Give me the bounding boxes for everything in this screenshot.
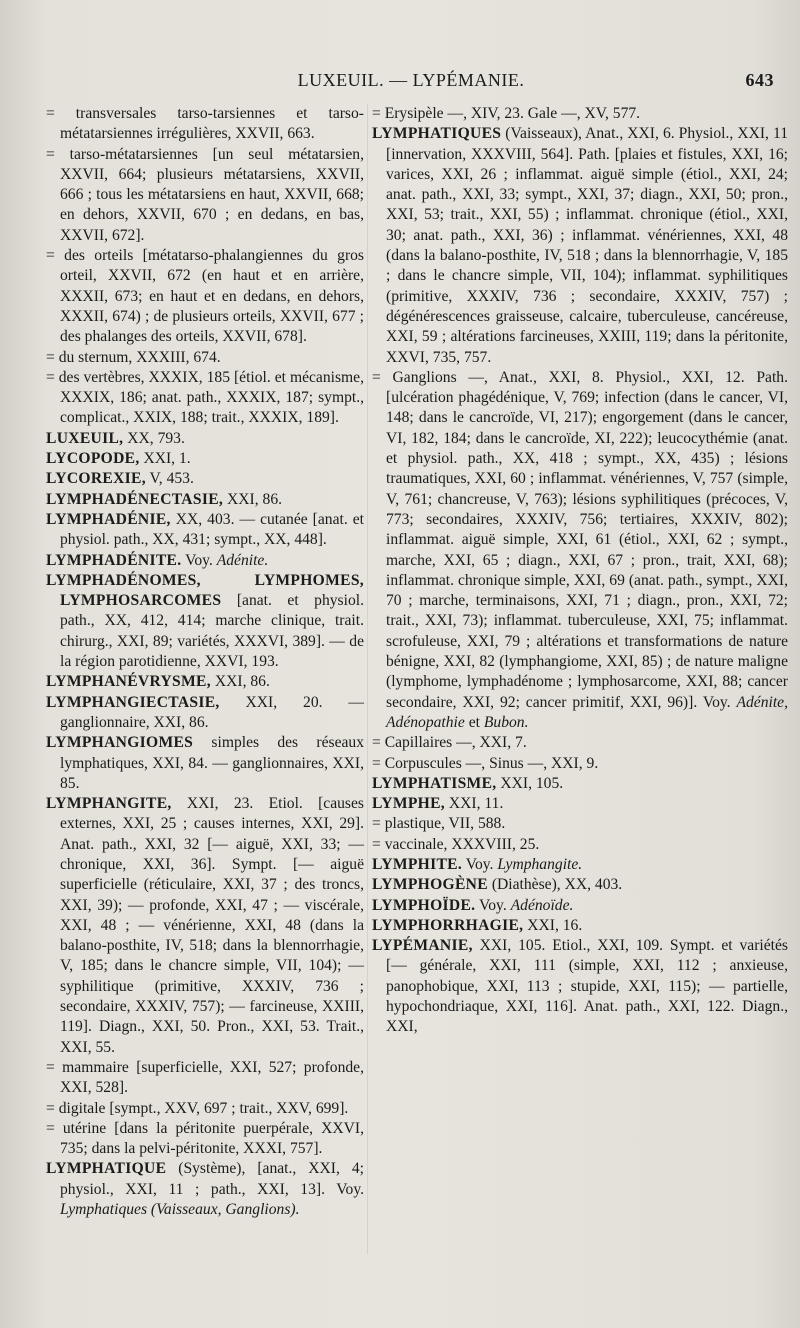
entry-text: XXI, 105. Etiol., XXI, 109. Sympt. et variétés [— générale, XXI, 111 (simple, XXI, 112 ; anxieuse, panophobique, XXI, 113 ; stupide, XXI, 115); — partielle, hypochondriaque, XXI, 116]. Anat. path., XXI, 122. Diagn., XXI, [386,937,788,1036]
entry-text: Voy. [181,551,217,569]
entry-text: V, 453. [145,470,194,488]
entry-headword: LYMPHE, [372,795,446,813]
index-entry [372,368,788,733]
index-entry [46,693,364,734]
index-entry [46,246,364,347]
entry-crossref: Adénoïde. [510,896,574,914]
index-entry [46,510,364,551]
index-entry [46,368,364,429]
entry-text: XXI, 23. Etiol. [causes externes, XXI, 25 ; causes internes, XXI, 29]. Anat. path., XXI, 32 [— aiguë, XXI, 33; — chronique, XXI, 36]. Sympt. [— aiguë superficielle (réticulaire, XXI, 37 ; des troncs, XXI, 39); — profonde, XXI, 47 ; — viscérale, XXI, 48 ; — vénérienne, XXI, 48 (dans la balano-posthite, IV, 518; dans la blennorrhagie, V, 185; dans le chancre simple, VII, 104); — syphilitique (primitive, XXXIV, 736 ; secondaire, XXXIV, 757); — farcineuse, XXIII, 119]. Diagn., XXI, 50. Pron., XXI, 53. Trait., XXI, 55. [60,795,364,1056]
running-header [40,70,782,96]
entry-headword: LYCOREXIE, [46,470,146,488]
index-entry [46,571,364,672]
index-entry [46,794,364,1058]
entry-headword: LYMPHADÉNOMES, LYMPHOMES, LYMPHOSARCOMES [46,571,364,610]
entry-text: = des orteils [métatarso-phalangiennes du gros orteil, XXVII, 672 (en haut et en arrière, XXXII, 673; en haut et en dedans, en dehors, XXXII, 674) ; de plusieurs orteils, XXVII, 677 ; des phalanges des orteils, XXVII, 678]. [46,247,364,346]
index-entry [372,774,788,794]
right-column [372,104,788,1038]
entry-headword: LUXEUIL, [46,429,124,447]
entry-headword: LYMPHITE. [372,855,463,873]
entry-text: = tarso-métatarsiennes [un seul métatarsien, XXVII, 664; plusieurs métatarsiens, XXVII, 666 ; tous les métatarsiens en haut, XXVII, 668; en dehors, XXVII, 670 ; en dedans, en bas, XXVII, 672]. [46,145,364,244]
entry-text: = Corpuscules —, Sinus —, XXI, 9. [372,754,599,772]
entry-text: (Système), [anat., XXI, 4; physiol., XXI, 11 ; path., XXI, 13]. Voy. [60,1160,364,1198]
entry-text: = Erysipèle —, XIV, 23. Gale —, XV, 577. [372,105,641,122]
entry-text: XXI, 11. [445,795,504,813]
index-entry [372,916,788,936]
entry-headword: LYMPHORRHAGIE, [372,916,524,934]
entry-crossref: Adénite. [216,551,269,569]
index-entry [372,896,788,916]
index-entry [46,1119,364,1160]
index-entry [46,1099,364,1119]
entry-text: = Capillaires —, XXI, 7. [372,734,527,752]
entry-crossref: Bubon. [483,713,529,731]
entry-text: XX, 793. [123,429,185,447]
index-entry [372,754,788,774]
entry-text: = transversales tarso-tarsiennes et tarso-métatarsiennes irrégulières, XXVII, 663. [46,105,364,143]
index-entry [46,104,364,145]
index-entry [372,733,788,753]
entry-text: XXI, 20. — ganglionnaire, XXI, 86. [60,693,364,731]
index-entry [46,672,364,692]
index-entry [46,469,364,489]
entry-headword: LYMPHATIQUES [372,125,502,143]
entry-text: (Diathèse), XX, 403. [487,876,623,894]
entry-headword: LYMPHANGITE, [46,795,172,813]
index-entry [46,733,364,794]
entry-headword: LYCOPODE, [46,450,140,468]
index-entry [46,449,364,469]
running-title: LUXEUIL. — LYPÉMANIE. [297,70,525,90]
index-entry [372,936,788,1037]
index-entry [372,875,788,895]
entry-text: [anat. et physiol. path., XX, 412, 414; marche clinique, trait. chirurg., XXI, 89; variétés, XXXVI, 389]. — de la région parotidienne, XXVI, 193. [60,592,364,671]
entry-text: XXI, 86. [210,673,270,691]
index-entry [372,835,788,855]
index-entry [46,490,364,510]
entry-text: (Vaisseaux), Anat., XXI, 6. Physiol., XXI, 11 [innervation, XXXVIII, 564]. Path. [plaies et fistules, XXI, 16; varices, XXI, 26 ; inflammat. aiguë simple (étiol., XXI, 24; anat. path., XXI, 33; sympt., XXI, 37; diagn., XXI, 50; pron., XXI, 53; trait., XXI, 55) ; inflammat. chronique (étiol., XXI, 30; anat. path., XXI, 36) ; inflammat. vénériennes, XXI, 48 (dans la balano-posthite, IV, 518 ; dans la blennorrhagie, V, 185 ; dans le chancre simple, VII, 104); inflammat. syphilitiques (primitive, XXXIV, 736 ; secondaire, XXXIV, 757) ; dégénérescences graisseuse, calcaire, tuberculeuse, cancéreuse, XXI, 59 ; altérations farcineuses, XXIII, 119; dans la péritonite, XXVI, 735, 757. [386,125,788,366]
index-entry [372,104,788,124]
entry-text: XXI, 1. [139,450,191,468]
entry-headword: LYPÉMANIE, [372,937,473,955]
entry-text: XXI, 86. [223,490,283,508]
entry-headword: LYMPHATISME, [372,774,497,792]
index-entry [46,348,364,368]
entry-headword: LYMPHADÉNITE. [46,551,182,569]
entry-text: Voy. [475,896,511,914]
index-entry [372,814,788,834]
entry-crossref: Lymphangite. [497,855,583,873]
entry-headword: LYMPHANGIOMES [46,734,194,752]
entry-crossref: Lymphatiques (Vaisseaux, Ganglions). [60,1201,300,1219]
entry-headword: LYMPHATIQUE [46,1160,167,1178]
entry-text: et [464,713,484,731]
entry-text: = du sternum, XXXIII, 674. [46,348,221,366]
index-entry [372,124,788,368]
entry-text: = des vertèbres, XXXIX, 185 [étiol. et mécanisme, XXXIX, 186; anat. path., XXXIX, 187; sympt., complicat., XXIX, 188; trait., XXXIX, 189]. [46,368,364,427]
entry-text: = plastique, VII, 588. [372,815,506,833]
column-divider [367,104,368,1254]
entry-text: XX, 403. — cutanée [anat. et physiol. path., XX, 431; sympt., XX, 448]. [60,510,364,549]
index-entry [46,1159,364,1220]
entry-text: XXI, 16. [523,916,583,934]
entry-headword: LYMPHOGÈNE [372,876,488,894]
index-entry [46,145,364,246]
entry-text: = vaccinale, XXXVIII, 25. [372,835,540,853]
entry-text: Voy. [462,855,498,873]
entry-headword: LYMPHADÉNECTASIE, [46,490,224,508]
entry-text: = Ganglions —, Anat., XXI, 8. Physiol., XXI, 12. Path. [ulcération phagédénique, V, 769; infection (dans le cancer, VI, 148; dans le cancroïde, VI, 217); engorgement (dans le cancer, VI, 182, 184; dans le cancroïde, XI, 222); leucocythémie (anat. et physiol. path., XX, 418 ; sympt., XX, 435) ; lésions traumatiques, XXI, 60 ; inflammat. vénériennes, V, 757 (simple, V, 761; chancreuse, V, 763); lésions syphilitiques (précoces, V, 773; secondaires, XXXIV, 756; tertiaires, XXXIV, 802); inflammat. aiguë simple, XXI, 61 (étiol., XXI, 62 ; sympt., marche, XXI, 65 ; diagn., XXI, 67 ; pron., trait, XXI, 68); inflammat. chronique simple, XXI, 69 (anat. path., sympt., XXI, 70 ; marche, terminaisons, XXI, 71 ; diagn., pron., XXI, 72; trait., XXI, 73); inflammat. tuberculeuse, XXI, 75; inflammat. scrofuleuse, XXI, 79 ; altérations et transformations de nature bénigne, XXI, 82 (lymphangiome, XXI, 85) ; de nature maligne (lymphome, lymphadénome ; lymphosarcome, XXI, 88; cancer secondaire, XXI, 92; cancer primitif, XXI, 96)]. Voy. [372,368,788,711]
entry-text: simples des réseaux lymphatiques, XXI, 84. — ganglionnaires, XXI, 85. [60,734,364,792]
page-number: 643 [745,70,774,90]
index-entry [372,794,788,814]
entry-headword: LYMPHANÉVRYSME, [46,673,211,691]
entry-headword: LYMPHANGIECTASIE, [46,693,220,711]
entry-headword: LYMPHADÉNIE, [46,510,171,528]
entry-headword: LYMPHOÏDE. [372,896,476,914]
index-entry [46,429,364,449]
entry-text: XXI, 105. [496,774,564,792]
index-entry [372,855,788,875]
entry-text: = utérine [dans la péritonite puerpérale, XXVI, 735; dans la pelvi-péritonite, XXXI, 757]. [46,1119,364,1158]
left-column [46,104,364,1220]
entry-text: = digitale [sympt., XXV, 697 ; trait., XXV, 699]. [46,1099,349,1117]
index-entry [46,1058,364,1099]
index-entry [46,551,364,571]
entry-crossref: Adénite, Adénopathie [386,693,788,731]
entry-text: = mammaire [superficielle, XXI, 527; profonde, XXI, 528]. [46,1058,364,1097]
